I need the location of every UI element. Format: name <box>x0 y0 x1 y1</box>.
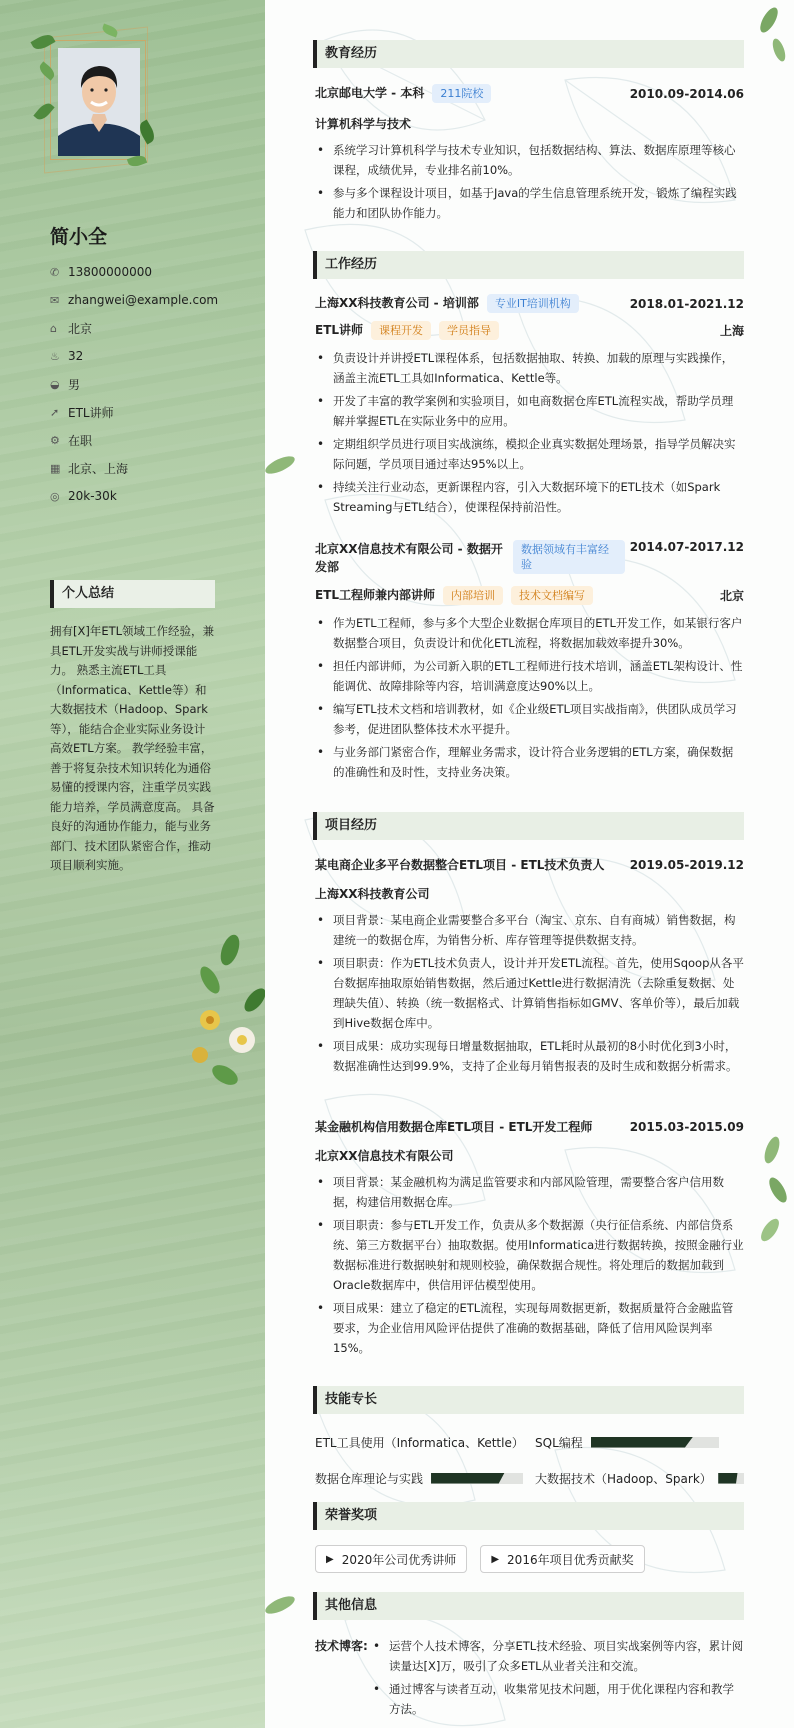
job-header-row <box>315 294 744 313</box>
skills-row <box>315 1468 744 1488</box>
home-icon: ⌂ <box>50 321 57 335</box>
project-date: 2019.05-2019.12 <box>629 857 744 872</box>
city-icon: ▦ <box>50 461 61 475</box>
company-tag: 专业IT培训机构 <box>487 294 579 313</box>
project-entry <box>315 1118 744 1361</box>
company-tag: 数据领域有丰富经验 <box>513 540 625 574</box>
job-bullets <box>315 348 744 517</box>
skill-level-bar <box>431 1473 523 1484</box>
job-entry <box>315 540 744 785</box>
job-date: 2014.07-2017.12 <box>629 540 744 554</box>
role-tag: 内部培训 <box>443 586 503 605</box>
list-item: • 与业务部门紧密合作，理解业务需求，设计符合业务逻辑的ETL方案，确保数据的准确性和及时性，支持业务决策。 <box>315 742 744 782</box>
list-item: • 开发了丰富的教学案例和实验项目，如电商数据仓库ETL流程实战，帮助学员理解并掌握ETL在实际业务中的应用。 <box>315 391 744 431</box>
other-heading: 其他信息 <box>313 1592 744 1620</box>
skill-level-fill <box>591 1437 693 1448</box>
other-info <box>315 1636 744 1722</box>
summary-heading: 个人总结 <box>50 580 215 608</box>
blog-bullets <box>371 1636 744 1722</box>
play-icon: ▶ <box>326 1553 334 1565</box>
info-city <box>50 454 255 482</box>
info-hometown <box>50 314 255 342</box>
age-value: 32 <box>68 349 84 363</box>
award-item <box>480 1545 644 1573</box>
skill-label: 大数据技术（Hadoop、Spark） <box>535 1471 712 1486</box>
hometown-value: 北京 <box>68 321 93 336</box>
project-entry <box>315 856 744 1079</box>
list-item: • 参与多个课程设计项目，如基于Java的学生信息管理系统开发，锻炼了编程实践能力和团队协作能力。 <box>315 183 744 223</box>
email-value[interactable]: zhangwei@example.com <box>68 293 219 307</box>
education-bullets <box>315 140 744 223</box>
mail-icon: ✉ <box>50 293 60 307</box>
list-item: • 项目背景：某电商企业需要整合多平台（淘宝、京东、自有商城）销售数据，构建统一的数据仓库，为销售分析、库存管理等提供数据支持。 <box>315 910 744 950</box>
list-item: • 项目职责：作为ETL技术负责人，设计并开发ETL流程。首先，使用Sqoop从各平台数据库抽取原始销售数据，然后通过Kettle进行数据清洗（去除重复数据、处理缺失值）、转换（统一数据格式、计算销售指标如GMV、客单价等），最后加载到Hive数据仓库中。 <box>315 953 744 1033</box>
skill-item <box>535 1470 744 1487</box>
list-item: • 通过博客与读者互动，收集常见技术问题，用于优化课程内容和教学方法。 <box>371 1679 744 1719</box>
skill-label: ETL工具使用（Informatica、Kettle） <box>315 1435 524 1450</box>
info-gender <box>50 370 255 398</box>
skill-item <box>535 1434 744 1451</box>
gender-value: 男 <box>68 377 81 392</box>
phone-value: 13800000000 <box>68 265 152 279</box>
status-value: 在职 <box>68 433 93 448</box>
project-name: 某电商企业多平台数据整合ETL项目 - ETL技术负责人 <box>315 858 605 872</box>
sidebar <box>0 0 265 1728</box>
role-tag: 课程开发 <box>371 321 431 340</box>
project-bullets <box>315 910 744 1076</box>
project-bullets <box>315 1172 744 1358</box>
info-age <box>50 342 255 370</box>
education-entry <box>315 84 744 226</box>
avatar <box>58 48 140 156</box>
list-item: • 编写ETL技术文档和培训教材，如《企业级ETL项目实战指南》，供团队成员学习参考，促进团队整体技术水平提升。 <box>315 699 744 739</box>
info-position <box>50 398 255 426</box>
leaf-decoration <box>260 450 300 480</box>
awards-list <box>315 1545 744 1573</box>
list-item: • 运营个人技术博客，分享ETL技术经验、项目实战案例等内容，累计阅读量达[X]万，吸引了众多ETL从业者关注和交流。 <box>371 1636 744 1676</box>
company-name: 北京XX信息技术有限公司 - 数据开发部 <box>315 542 503 574</box>
info-email <box>50 286 255 314</box>
school-name: 北京邮电大学 - 本科 <box>315 86 425 100</box>
list-item: • 担任内部讲师，为公司新入职的ETL工程师进行技术培训，涵盖ETL架构设计、性能调优、故障排除等内容，培训满意度达90%以上。 <box>315 656 744 696</box>
project-org: 上海XX科技教育公司 <box>315 887 430 901</box>
role-tag: 技术文档编写 <box>511 586 593 605</box>
job-bullets <box>315 613 744 782</box>
play-icon: ▶ <box>491 1553 500 1565</box>
info-status <box>50 426 255 454</box>
role-tag: 学员指导 <box>439 321 499 340</box>
skill-level-bar <box>718 1473 744 1484</box>
project-header-row <box>315 1118 744 1135</box>
list-item: • 项目成果：建立了稳定的ETL流程，实现每周数据更新，数据质量符合金融监管要求，为企业信用风险评估提供了准确的数据基础，降低了信用风险误判率15%。 <box>315 1298 744 1358</box>
avatar-illustration <box>58 48 140 156</box>
job-date: 2018.01-2021.12 <box>629 296 744 311</box>
position-value: ETL讲师 <box>68 405 114 420</box>
job-role: ETL讲师 <box>315 323 364 337</box>
list-item: • 项目背景：某金融机构为满足监管要求和内部风险管理，需要整合客户信用数据，构建信用数据仓库。 <box>315 1172 744 1212</box>
project-date: 2015.03-2015.09 <box>629 1119 744 1134</box>
project-org: 北京XX信息技术有限公司 <box>315 1149 454 1163</box>
list-item: • 定期组织学员进行项目实战演练，模拟企业真实数据处理场景，指导学员解决实际问题，学员项目通过率达95%以上。 <box>315 434 744 474</box>
city-value: 北京、上海 <box>68 461 129 476</box>
avatar-frame <box>32 26 157 186</box>
info-salary <box>50 482 255 510</box>
job-role-row <box>315 586 744 605</box>
award-item <box>315 1545 467 1573</box>
education-header-row <box>315 84 744 103</box>
job-entry <box>315 294 744 520</box>
major: 计算机科学与技术 <box>315 117 412 131</box>
info-phone <box>50 258 255 286</box>
leaf-decoration <box>744 0 794 70</box>
gender-icon: ◒ <box>50 377 60 391</box>
skill-level-fill <box>718 1473 737 1484</box>
salary-icon: ◎ <box>50 489 60 503</box>
flower-decoration <box>180 930 265 1090</box>
list-item: • 负责设计并讲授ETL课程体系，包括数据抽取、转换、加载的原理与实践操作，涵盖主流ETL工具如Informatica、Kettle等。 <box>315 348 744 388</box>
education-date: 2010.09-2014.06 <box>629 86 744 101</box>
list-item: • 项目成果：成功实现每日增量数据抽取，ETL耗时从最初的8小时优化到3小时，数据准确性达到99.9%，支持了企业每月销售报表的及时生成和数据分析需求。 <box>315 1036 744 1076</box>
blog-label: 技术博客: <box>315 1639 368 1653</box>
candidate-name: 简小全 <box>50 226 108 248</box>
summary-text: 拥有[X]年ETL领域工作经验，兼具ETL开发实战与讲师授课能力。 熟悉主流ETL工具（Informatica、Kettle等）和大数据技术（Hadoop、Spark等），能结合企业实际业务设计高效ETL方案。 教学经验丰富，善于将复杂技术知识转化为通俗易懂的授课内容，注重学员实践能力培养，学员满意度高。 具备良好的沟通协作能力，能与业务部门、技术团队紧密合作，推动项目顺利实施。 <box>50 624 215 872</box>
job-header-row <box>315 540 744 576</box>
job-role: ETL工程师兼内部讲师 <box>315 588 436 602</box>
leaf-decoration <box>260 1590 300 1620</box>
award-label: 2020年公司优秀讲师 <box>341 1552 457 1567</box>
education-heading: 教育经历 <box>313 40 744 68</box>
skill-level-fill <box>431 1473 505 1484</box>
status-icon: ⚙ <box>50 433 60 447</box>
skill-item <box>315 1434 535 1451</box>
skills-row <box>315 1432 744 1452</box>
list-item: • 项目职责：参与ETL开发工作，负责从多个数据源（央行征信系统、内部信贷系统、第三方数据平台）抽取数据。使用Informatica进行数据转换，按照金融行业数据标准进行数据映射和规则校验，确保数据合规性。将处理后的数据加载到Oracle数据库中，供信用评估模型使用。 <box>315 1215 744 1295</box>
skill-item <box>315 1470 535 1487</box>
phone-icon: ✆ <box>50 265 60 279</box>
company-name: 上海XX科技教育公司 - 培训部 <box>315 296 479 310</box>
award-label: 2016年项目优秀贡献奖 <box>507 1552 634 1567</box>
projects-heading: 项目经历 <box>313 812 744 840</box>
cake-icon: ♨ <box>50 349 60 363</box>
list-item: • 持续关注行业动态，更新课程内容，引入大数据环境下的ETL技术（如Spark Streaming与ETL结合），使课程保持前沿性。 <box>315 477 744 517</box>
leaf-decoration <box>750 1130 794 1250</box>
salary-value: 20k-30k <box>68 489 117 503</box>
skills-heading: 技能专长 <box>313 1386 744 1414</box>
list-item: • 系统学习计算机科学与技术专业知识，包括数据结构、算法、数据库原理等核心课程，成绩优异，专业排名前10%。 <box>315 140 744 180</box>
list-item: • 作为ETL工程师，参与多个大型企业数据仓库项目的ETL开发工作，如某银行客户数据整合项目，负责设计和优化ETL流程，将数据加载效率提升30%。 <box>315 613 744 653</box>
project-name: 某金融机构信用数据仓库ETL项目 - ETL开发工程师 <box>315 1120 593 1134</box>
job-location: 上海 <box>719 324 744 338</box>
skill-label: SQL编程 <box>535 1435 583 1450</box>
work-heading: 工作经历 <box>313 251 744 279</box>
awards-heading: 荣誉奖项 <box>313 1502 744 1530</box>
school-tag: 211院校 <box>432 84 491 103</box>
job-role-row <box>315 321 744 340</box>
skills-grid <box>315 1432 744 1488</box>
skill-label: 数据仓库理论与实践 <box>315 1471 424 1486</box>
send-icon: ➚ <box>50 405 60 419</box>
skill-level-bar <box>591 1437 719 1448</box>
project-header-row <box>315 856 744 873</box>
job-location: 北京 <box>719 589 744 603</box>
contact-info-list <box>50 258 255 510</box>
